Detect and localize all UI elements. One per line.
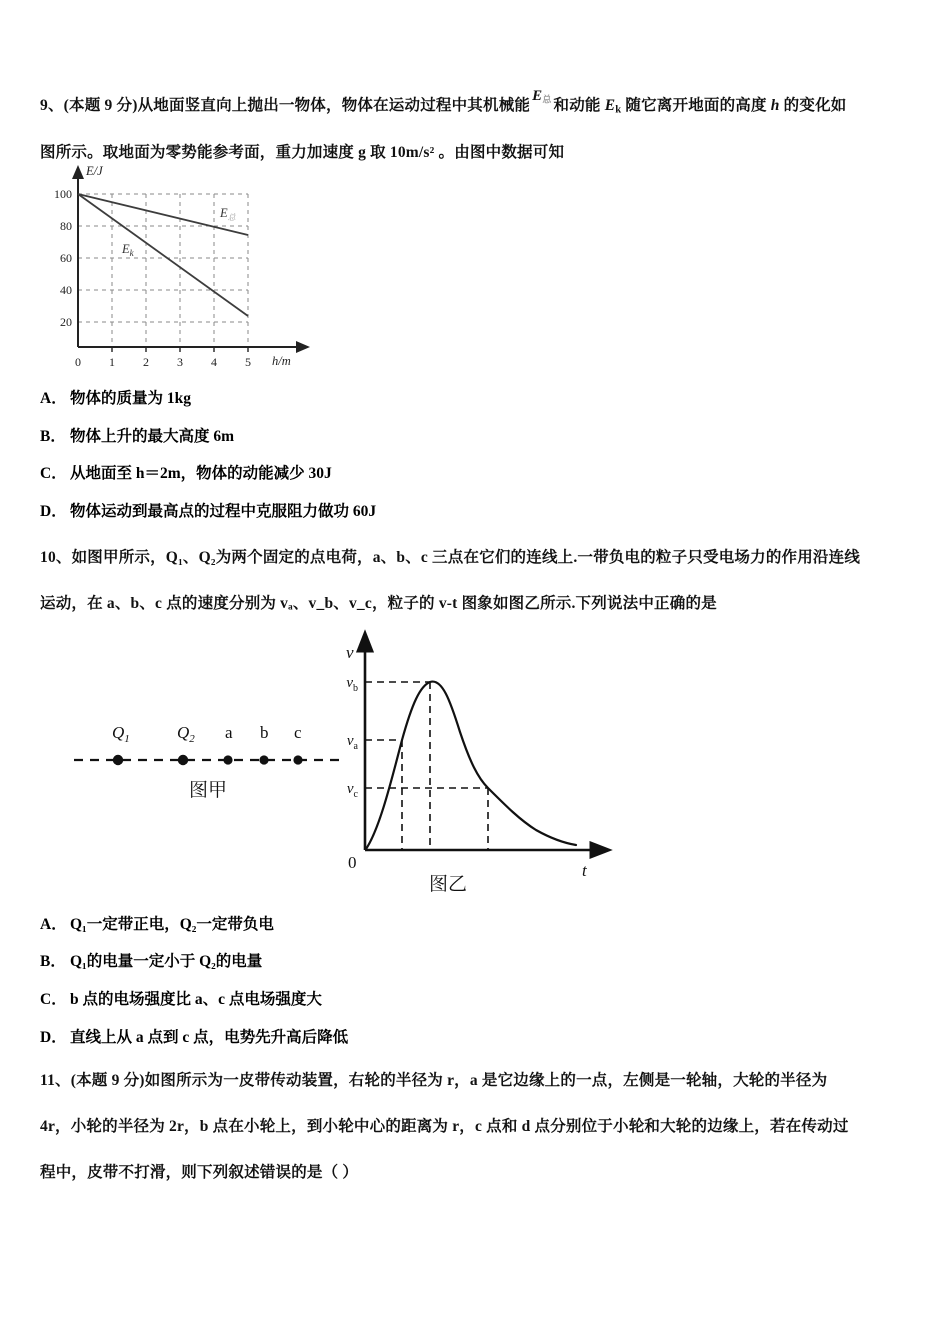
option-10-D-text: 直线上从 a 点到 c 点，电势先升高后降低 [70, 1028, 349, 1046]
point-label-c: c [294, 722, 302, 742]
kinetic-energy-subscript: k [615, 104, 622, 116]
x-tick-4: 4 [211, 355, 217, 370]
option-9-B-key: B． [40, 427, 66, 445]
question-11-stem-text1: 如图所示为一皮带传动装置，右轮的半径为 r，a 是它边缘上的一点，左侧是一轮轴，大轮的半径为 [144, 1072, 828, 1090]
question-11 [40, 1071, 912, 1183]
vt-marker-vb: $v_b$ [346, 674, 358, 694]
x-tick-1: 1 [109, 355, 115, 370]
vt-marker-vc: $v_c$ [346, 780, 358, 800]
point-label-b: b [260, 722, 269, 742]
charge-dot-Q1 [113, 755, 123, 765]
y-tick-80: 80 [60, 219, 72, 234]
charge-dot-Q2 [178, 755, 188, 765]
vt-x-axis-label: t [582, 860, 587, 880]
question-11-number: 11、 [40, 1072, 71, 1090]
question-11-stem-line1 [40, 1071, 912, 1091]
charge-dot-c [293, 755, 302, 764]
option-9-C-text: 从地面至 h＝2m，物体的动能减少 30J [70, 465, 332, 483]
y-tick-40: 40 [60, 283, 72, 298]
option-9-D[interactable] [40, 503, 912, 522]
option-10-C-text: b 点的电场强度比 a、c 点电场强度大 [70, 991, 322, 1008]
x-tick-3: 3 [177, 355, 183, 370]
question-9-stem [40, 88, 912, 117]
question-9-number: 9、 [40, 97, 64, 114]
figure-caption-jia: 图甲 [188, 779, 228, 801]
question-10-stem-text1: 如图甲所示，Q₁、Q₂为两个固定的点电荷，a、b、c 三点在它们的连线上.一带负电的粒子只受电场力的作用沿连线 [71, 548, 861, 566]
option-9-D-key: D． [40, 502, 67, 520]
figure-energy-height [40, 157, 912, 372]
charges-diagram-svg [60, 704, 360, 864]
x-tick-5: 5 [245, 355, 251, 370]
point-label-a: a [225, 722, 233, 742]
question-11-stem-line3: 程中，皮带不打滑，则下列叙述错误的是（ ） [40, 1164, 359, 1182]
option-10-D-key: D． [40, 1028, 67, 1046]
charge-label-Q2: $Q_2$ [177, 722, 195, 745]
question-9-stem-part1: 从地面竖直向上抛出一物体，物体在运动过程中其机械能 [137, 97, 531, 114]
question-9-stem-part2: 和动能 [553, 97, 605, 114]
figure-group-q10 [40, 628, 912, 910]
option-10-C[interactable] [40, 991, 912, 1010]
option-9-A-key: A． [40, 390, 67, 408]
option-10-B-text: Q₁的电量一定小于 Q₂的电量 [70, 953, 263, 971]
option-10-C-key: C． [40, 991, 67, 1008]
option-9-A[interactable] [40, 390, 912, 409]
option-10-B-key: B． [40, 953, 66, 971]
option-10-A[interactable] [40, 916, 912, 935]
question-10 [40, 548, 912, 614]
vt-graph-svg [320, 628, 620, 898]
question-9-stem-line2: 图所示。取地面为零势能参考面，重力加速度 g 取 10m/s² 。由图中数据可知 [40, 144, 565, 162]
curve-label-mechanical: $E_总$ [220, 206, 236, 223]
option-10-A-text: Q₁一定带正电，Q₂一定带负电 [70, 915, 274, 933]
option-9-C[interactable] [40, 465, 912, 484]
energy-graph-svg [40, 157, 320, 372]
y-tick-100: 100 [54, 187, 72, 202]
x-tick-2: 2 [143, 355, 149, 370]
option-9-B-text: 物体上升的最大高度 6m [70, 427, 235, 445]
question-10-stem-line2: 运动，在 a、b、c 点的速度分别为 vₐ、v_b、v_c，粒子的 v-t 图象如图乙所示.下列说法中正确的是 [40, 594, 717, 612]
option-10-D[interactable] [40, 1029, 912, 1048]
option-9-C-key: C． [40, 465, 67, 483]
curve-label-kinetic: $E_k$ [122, 242, 134, 259]
question-9 [40, 88, 912, 163]
vt-origin-label: 0 [348, 852, 357, 872]
question-9-marks: (本题 9 分) [63, 97, 138, 114]
height-symbol: h [770, 97, 780, 114]
figure-caption-yi: 图乙 [428, 873, 468, 895]
kinetic-energy-symbol: E [604, 97, 616, 114]
question-10-number: 10、 [40, 548, 72, 566]
option-10-A-key: A． [40, 915, 67, 933]
question-10-options [40, 916, 912, 1047]
charge-label-Q1: $Q_1$ [112, 722, 130, 745]
mechanical-energy-symbol: E总 [532, 88, 552, 105]
question-9-stem-part4: 的变化如 [779, 97, 847, 114]
question-9-options [40, 390, 912, 521]
charge-dot-b [259, 755, 268, 764]
charge-dot-a [223, 755, 232, 764]
x-tick-0: 0 [75, 355, 81, 370]
question-9-stem-part3: 随它离开地面的高度 [621, 97, 771, 114]
y-tick-60: 60 [60, 251, 72, 266]
question-11-stem-line2: 4r，小轮的半径为 2r，b 点在小轮上，到小轮中心的距离为 r，c 点和 d 点分别位于小轮和大轮的边缘上，若在传动过 [40, 1118, 849, 1136]
y-axis-title: E/J [86, 164, 103, 179]
option-10-B[interactable] [40, 953, 912, 972]
page-content [40, 88, 912, 1184]
vt-y-axis-label: v [346, 642, 354, 662]
question-11-marks: (本题 9 分) [70, 1072, 145, 1090]
vt-marker-va: $v_a$ [346, 732, 358, 752]
question-10-stem-line1 [40, 548, 912, 568]
option-9-D-text: 物体运动到最高点的过程中克服阻力做功 60J [70, 502, 377, 520]
vt-curve [366, 681, 576, 848]
y-tick-20: 20 [60, 315, 72, 330]
option-9-A-text: 物体的质量为 1kg [70, 390, 191, 408]
x-axis-title: h/m [272, 354, 291, 369]
option-9-B[interactable] [40, 428, 912, 447]
